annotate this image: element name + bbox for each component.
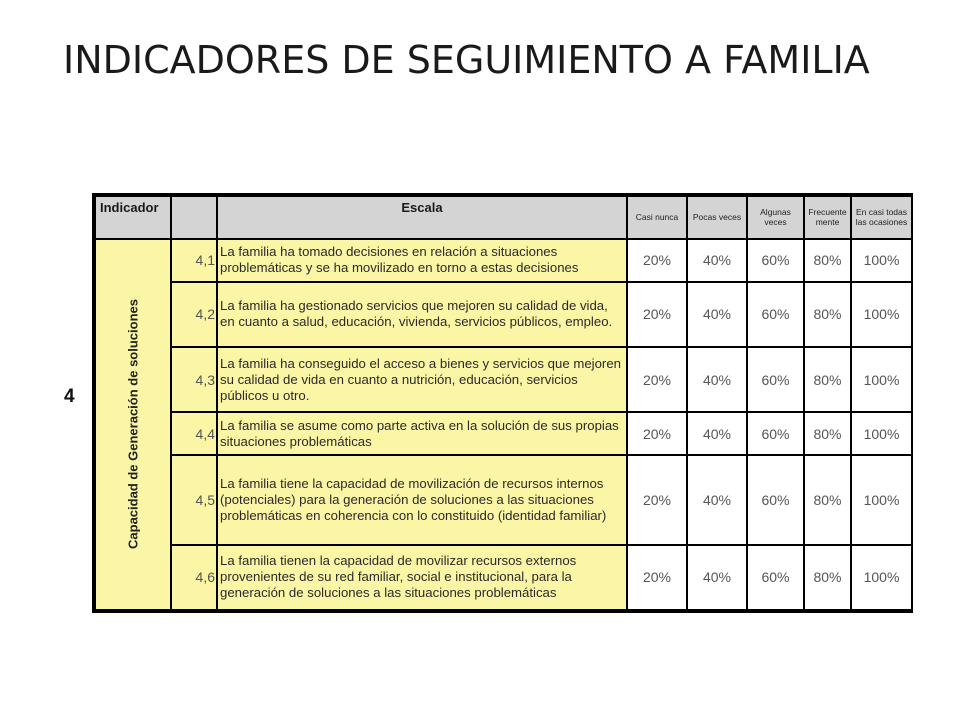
table-row [96,546,911,609]
indicator-number: 4,2 [172,283,216,346]
indicator-number: 4,1 [172,240,216,281]
scale-value: 20% [628,240,686,281]
scale-value: 80% [805,546,850,609]
scale-value: 20% [628,413,686,454]
indicator-number: 4,4 [172,413,216,454]
scale-value: 100% [852,546,911,609]
indicator-table [94,195,913,611]
scale-value: 100% [852,348,911,411]
table-row [96,413,911,454]
scale-value: 40% [688,283,746,346]
scale-value: 80% [805,348,850,411]
table-row [96,348,911,411]
category-cell [96,240,170,609]
header-scale-algunas-veces: Algunas veces [748,197,803,238]
scale-value: 100% [852,413,911,454]
header-scale-pocas-veces: Pocas veces [688,197,746,238]
category-label: Capacidad de Generación de soluciones [125,299,141,550]
scale-value: 60% [748,348,803,411]
scale-value: 60% [748,413,803,454]
header-scale-casi-todas: En casi todas las ocasiones [852,197,911,238]
scale-value: 20% [628,546,686,609]
section-number: 4 [64,386,75,407]
scale-value: 100% [852,283,911,346]
header-escala: Escala [218,197,626,238]
table-row [96,283,911,346]
scale-value: 100% [852,456,911,544]
scale-value: 40% [688,546,746,609]
scale-value: 60% [748,456,803,544]
indicator-description: La familia tienen la capacidad de movilizar recursos externos provenientes de su red familiar, social e institucional, para la generación de soluciones a las situaciones problemáticas [218,546,626,609]
scale-value: 20% [628,456,686,544]
scale-value: 60% [748,240,803,281]
indicator-description: La familia ha gestionado servicios que mejoren su calidad de vida, en cuanto a salud, educación, vivienda, servicios públicos, empleo. [218,283,626,346]
header-number-blank [172,197,216,238]
scale-value: 100% [852,240,911,281]
scale-value: 40% [688,240,746,281]
indicator-number: 4,3 [172,348,216,411]
scale-value: 40% [688,456,746,544]
indicator-description: La familia tiene la capacidad de movilización de recursos internos (potenciales) para la generación de soluciones a las situaciones problemáticas en coherencia con lo constituido (identidad familiar) [218,456,626,544]
scale-value: 20% [628,348,686,411]
scale-value: 80% [805,413,850,454]
header-scale-frecuentemente: Frecuente mente [805,197,850,238]
indicator-table-frame [92,193,913,613]
scale-value: 40% [688,413,746,454]
table-row [96,456,911,544]
header-scale-casi-nunca: Casi nunca [628,197,686,238]
scale-value: 80% [805,456,850,544]
header-row [96,197,911,238]
indicator-description: La familia ha tomado decisiones en relación a situaciones problemáticas y se ha movilizado en torno a estas decisiones [218,240,626,281]
header-indicador: Indicador [96,197,170,238]
indicator-number: 4,6 [172,546,216,609]
slide-title: INDICADORES DE SEGUIMIENTO A FAMILIA [63,38,870,82]
scale-value: 20% [628,283,686,346]
scale-value: 40% [688,348,746,411]
scale-value: 60% [748,283,803,346]
indicator-description: La familia se asume como parte activa en la solución de sus propias situaciones problemáticas [218,413,626,454]
scale-value: 80% [805,240,850,281]
scale-value: 80% [805,283,850,346]
indicator-number: 4,5 [172,456,216,544]
scale-value: 60% [748,546,803,609]
table-row [96,240,911,281]
indicator-description: La familia ha conseguido el acceso a bienes y servicios que mejoren su calidad de vida en cuanto a nutrición, educación, servicios públicos u otro. [218,348,626,411]
